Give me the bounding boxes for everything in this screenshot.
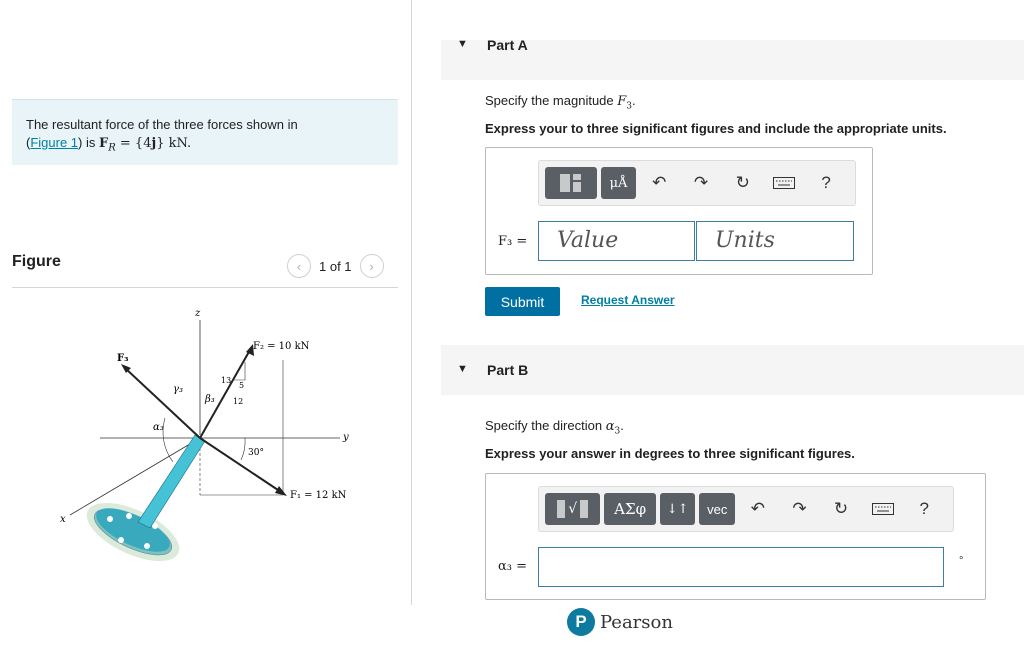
gamma3-label: γ₃ bbox=[173, 384, 183, 395]
prompt-var: F bbox=[617, 94, 627, 109]
pearson-brand bbox=[567, 608, 673, 636]
greek-symbols-button[interactable] bbox=[604, 493, 655, 525]
column-divider bbox=[411, 0, 412, 605]
post bbox=[138, 435, 205, 528]
arrows-label: ↓↑ bbox=[666, 501, 689, 517]
slope-5: 5 bbox=[239, 381, 245, 390]
beta3-label: β₃ bbox=[205, 394, 215, 405]
f3-field-label: F₃ = bbox=[498, 234, 528, 249]
part-a-header[interactable] bbox=[441, 37, 1024, 80]
collapse-arrow-icon[interactable]: ▼ bbox=[457, 363, 468, 375]
problem-text: The resultant force of the three forces shown in bbox=[26, 117, 298, 132]
angle-30-arc bbox=[241, 438, 245, 460]
help-button[interactable]: ? bbox=[821, 173, 831, 192]
units-label: μÅ bbox=[609, 175, 628, 191]
y-label: y bbox=[343, 432, 349, 443]
part-b-prompt bbox=[485, 418, 624, 437]
pearson-logo-icon: P bbox=[567, 608, 595, 636]
problem-text-is: ) is bbox=[78, 135, 99, 150]
part-b-answer-box bbox=[485, 473, 986, 600]
angle-30-label: 30° bbox=[248, 448, 264, 458]
submit-button[interactable]: Submit bbox=[485, 287, 560, 316]
value-input[interactable]: Value bbox=[538, 221, 695, 261]
alpha3-label: α₃ bbox=[153, 422, 164, 433]
fr-symbol: F bbox=[99, 136, 109, 151]
fr-close: } kN. bbox=[156, 136, 192, 151]
alpha3-field-label: α₃ = bbox=[498, 559, 528, 574]
part-a-toolbar bbox=[538, 160, 856, 206]
fr-subscript: R bbox=[108, 142, 116, 154]
bolt bbox=[126, 513, 132, 519]
templates-icon[interactable] bbox=[545, 167, 597, 199]
problem-statement bbox=[12, 99, 398, 165]
x-label: x bbox=[60, 514, 66, 525]
slope-13: 13 bbox=[221, 376, 232, 385]
force-diagram bbox=[55, 300, 365, 570]
vec-button[interactable] bbox=[699, 493, 735, 525]
page-indicator: 1 of 1 bbox=[319, 258, 352, 274]
f1-vector bbox=[200, 438, 281, 492]
pearson-text: Pearson bbox=[600, 611, 673, 633]
bolt bbox=[144, 543, 150, 549]
fr-equals: = {4 bbox=[115, 136, 152, 151]
templates-sqrt-icon[interactable]: √ bbox=[545, 493, 600, 525]
alpha-arc bbox=[163, 418, 173, 462]
degree-unit: ° bbox=[959, 555, 964, 567]
slope-12: 12 bbox=[233, 397, 244, 406]
prompt-var: α bbox=[605, 419, 615, 434]
part-b-instruction: Express your answer in degrees to three significant figures. bbox=[485, 446, 855, 461]
f1-arrowhead bbox=[275, 486, 287, 496]
part-b-label: Part B bbox=[487, 362, 529, 378]
prompt-end: . bbox=[620, 418, 624, 433]
arrows-button[interactable] bbox=[660, 493, 696, 525]
help-button[interactable]: ? bbox=[919, 499, 929, 518]
prompt-end: . bbox=[632, 93, 636, 108]
part-a-answer-box bbox=[485, 147, 873, 275]
units-button[interactable] bbox=[601, 167, 637, 199]
greek-label: ΑΣφ bbox=[614, 500, 647, 518]
paren-open: ( bbox=[26, 135, 31, 150]
part-a-label: Part A bbox=[487, 37, 528, 53]
part-b-header[interactable] bbox=[441, 345, 1024, 395]
part-a-instruction: Express your to three significant figures and include the appropriate units. bbox=[485, 121, 947, 136]
figure-pagination bbox=[287, 254, 384, 278]
chevron-right-icon[interactable]: › bbox=[360, 254, 384, 278]
direction-input[interactable] bbox=[538, 547, 944, 587]
keyboard-icon[interactable] bbox=[766, 167, 804, 199]
j-unit-vector: j bbox=[151, 136, 157, 151]
units-input[interactable]: Units bbox=[696, 221, 854, 261]
vec-label: vec bbox=[707, 501, 728, 517]
reset-icon[interactable]: ↻ bbox=[735, 173, 750, 192]
undo-icon[interactable]: ↶ bbox=[652, 173, 667, 192]
reset-icon[interactable]: ↻ bbox=[833, 499, 849, 518]
prompt-text: Specify the magnitude bbox=[485, 93, 618, 108]
f2-label: F₂ = 10 kN bbox=[253, 341, 310, 352]
divider bbox=[12, 287, 398, 288]
f3-label: F₃ bbox=[117, 353, 129, 364]
f1-label: F₁ = 12 kN bbox=[290, 490, 347, 501]
prompt-sub: 3 bbox=[614, 426, 621, 437]
request-answer-link[interactable]: Request Answer bbox=[581, 293, 675, 307]
prompt-text: Specify the direction bbox=[485, 418, 606, 433]
figure-title: Figure bbox=[12, 253, 61, 270]
keyboard-icon[interactable] bbox=[864, 493, 902, 525]
chevron-left-icon[interactable]: ‹ bbox=[287, 254, 311, 278]
redo-icon[interactable]: ↷ bbox=[792, 499, 807, 518]
redo-icon[interactable]: ↷ bbox=[693, 173, 709, 192]
part-a-prompt bbox=[485, 93, 636, 112]
part-b-toolbar bbox=[538, 486, 954, 532]
bolt bbox=[107, 516, 113, 522]
z-label: z bbox=[195, 308, 201, 319]
undo-icon[interactable]: ↶ bbox=[750, 499, 765, 518]
left-panel bbox=[0, 0, 412, 647]
prompt-sub: 3 bbox=[626, 101, 633, 112]
figure-link[interactable]: Figure 1 bbox=[30, 135, 79, 150]
collapse-arrow-icon[interactable]: ▼ bbox=[457, 38, 468, 50]
bolt bbox=[118, 537, 124, 543]
